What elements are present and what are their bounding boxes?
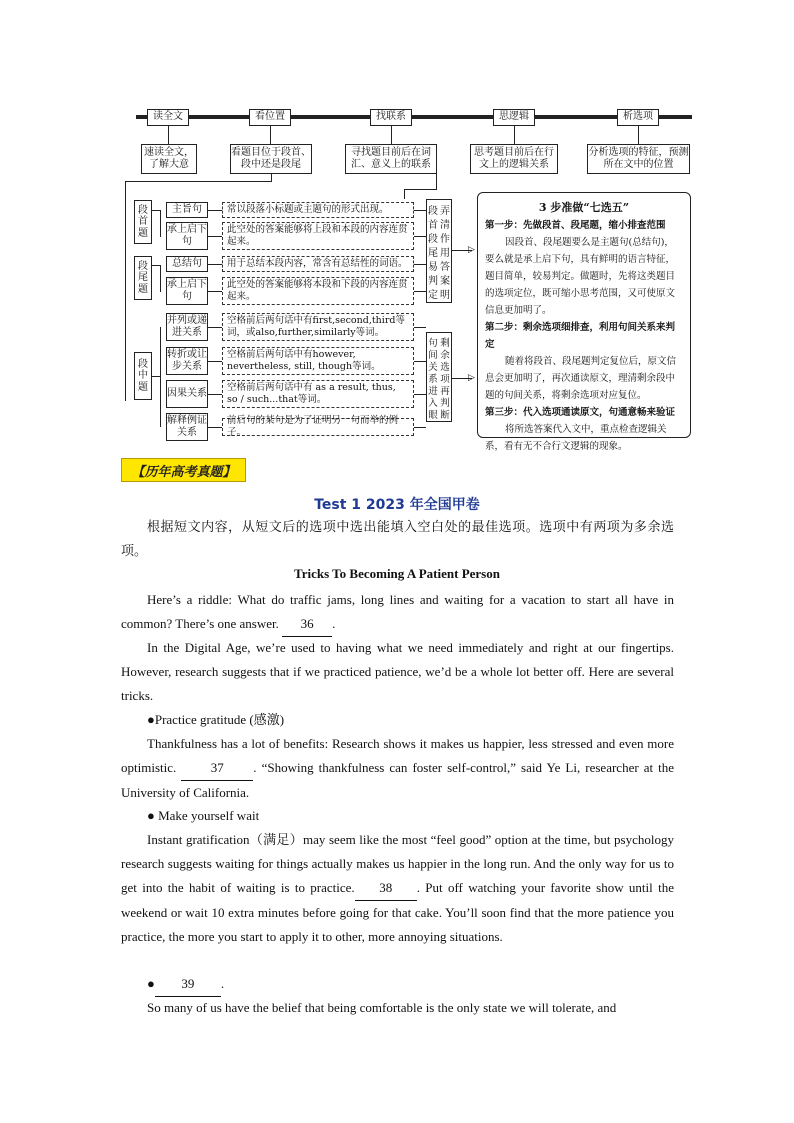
item-desc-3: 用于总结本段内容，常含有总结性的词语。 [222, 256, 414, 272]
method-step2-text: 随着将段首、段尾题判定复位后，原文信息会更加明了，再次通读原文，理清剩余段中题的句间关系，将剩余选项对应复位。 [485, 356, 677, 401]
blank-38[interactable]: 38 [355, 876, 417, 901]
blank-36[interactable]: 36 [282, 612, 332, 637]
item-desc-1: 常以段落小标题或主题句的形式出现。 [222, 202, 414, 218]
step-label-4: 思逻辑 [493, 109, 535, 126]
item-desc-5: 空格前后两句话中有first,second,third等词，或also,further,similarly等词。 [222, 313, 414, 341]
item-type-8: 解释例证关系 [166, 413, 208, 441]
item-desc-6: 空格前后两句话中有however, nevertheless, still, though等词。 [222, 347, 414, 375]
group-paragraph-start: 段 首 题 [134, 200, 152, 244]
item-type-5: 并列或递进关系 [166, 313, 208, 341]
instructions: 根据短文内容，从短文后的选项中选出能填入空白处的最佳选项。选项中有两项为多余选项。 [121, 520, 674, 559]
item-type-2: 承上启下句 [166, 222, 208, 250]
step-desc-5: 分析选项的特征，预测所在文中的位置 [587, 144, 690, 174]
item-type-7: 因果关系 [166, 380, 208, 408]
step-desc-4: 思考题目前后在行文上的逻辑关系 [470, 144, 558, 174]
section-tag: 【历年高考真题】 [121, 458, 246, 482]
method-step3-text: 将所选答案代入文中，重点检查逻辑关系，看有无不合行文逻辑的现象。 [485, 424, 667, 452]
timeline-bar [136, 115, 692, 119]
step-label-2: 看位置 [249, 109, 291, 126]
item-type-4: 承上启下句 [166, 277, 208, 305]
step-desc-2: 看题目位于段首、段中还是段尾 [230, 144, 312, 174]
step-desc-3: 寻找题目前后在词汇、意义上的联系 [345, 144, 437, 174]
step-label-5: 析选项 [617, 109, 659, 126]
test-heading: Test 1 2023 年全国甲卷 [314, 497, 480, 513]
passage-paragraph-3: Thankfulness has a lot of benefits: Research shows it makes us happier, less stressed and even more optimistic. 37 . “Showing thankfulness can foster self-control,” said Ye Li, researcher at the University of California. [121, 736, 675, 800]
item-desc-2: 此空处的答案能够将上段和本段的内容连贯起来。 [222, 222, 414, 250]
method-step1-title: 第一步：先做段首、段尾题，缩小排查范围 [485, 220, 666, 231]
group-paragraph-end: 段 尾 题 [134, 256, 152, 300]
method-step2-title: 第二步：剩余选项细排查，利用句间关系来判定 [485, 322, 676, 350]
passage-heading-3: ● 39 . [121, 972, 674, 997]
three-step-method-box [477, 192, 691, 452]
method-step1-text: 因段首、段尾题要么是主题句(总结句)，要么就是承上启下句，具有鲜明的语言特征，题目简单，较易判定。做题时，先将这类题目的选项定位，既可缩小思考范围，又可使原文信息更加明了。 [485, 237, 676, 316]
item-type-6: 转折或让步关系 [166, 347, 208, 375]
blank-37[interactable]: 37 [181, 756, 253, 781]
item-desc-4: 此空处的答案能够将本段和下段的内容连贯起来。 [222, 277, 414, 305]
passage-paragraph-4: Instant gratification（满足）may seem like the most “feel good” option at the time, but psychology research suggests waiting for things actually makes us happier in the long run. And the only way for us to get into the habit of waiting is to practice. 38 . Put off watching your favorite show until the weekend or wait 10 extra minutes before going for that cake. You’ll soon find that the more patience you practice, the more you start to apply it to other, more annoying situations. [121, 832, 674, 944]
item-desc-8: 前后句的某句是为了证明另一句而举的例子。 [222, 418, 414, 436]
side-note-remaining: 句 剩 间 余 关 选 系 项 进 再 入 判 眼 断 [426, 332, 452, 422]
step-desc-1: 速读全文，了解大意 [141, 144, 197, 174]
passage-paragraph-1: Here’s a riddle: What do traffic jams, long lines and waiting for a vacation to start all have in common? There’s one answer. 36 . [121, 588, 674, 637]
passage-heading-2: ● Make yourself wait [147, 808, 260, 823]
passage-heading-1: ●Practice gratitude (感激) [147, 712, 285, 727]
blank-39[interactable]: 39 [155, 972, 221, 997]
passage-paragraph-5: So many of us have the belief that being comfortable is the only state we will tolerate, and [147, 1000, 617, 1015]
step-label-1: 读全文 [147, 109, 189, 126]
item-desc-7: 空格前后两句话中有 as a result, thus, so / such...that等词。 [222, 380, 414, 408]
item-type-3: 总结句 [166, 256, 208, 272]
method-step3-title: 第三步：代入选项通读原文，句通意畅来验证 [485, 407, 676, 418]
passage-paragraph-2: In the Digital Age, we’re used to having what we need immediately and right at our fingertips. However, research suggests that if we practiced patience, we’d be a whole lot better off. Here are several tricks. [121, 640, 674, 703]
method-title: 3 步准做“七选五” [538, 201, 630, 214]
side-note-start-end: 段 弄 首 清 段 作 尾 用 易 答 判 案 定 明 [426, 199, 452, 303]
step-label-3: 找联系 [370, 109, 412, 126]
group-paragraph-middle: 段 中 题 [134, 352, 152, 400]
passage-title: Tricks To Becoming A Patient Person [294, 566, 500, 581]
item-type-1: 主旨句 [166, 202, 208, 218]
